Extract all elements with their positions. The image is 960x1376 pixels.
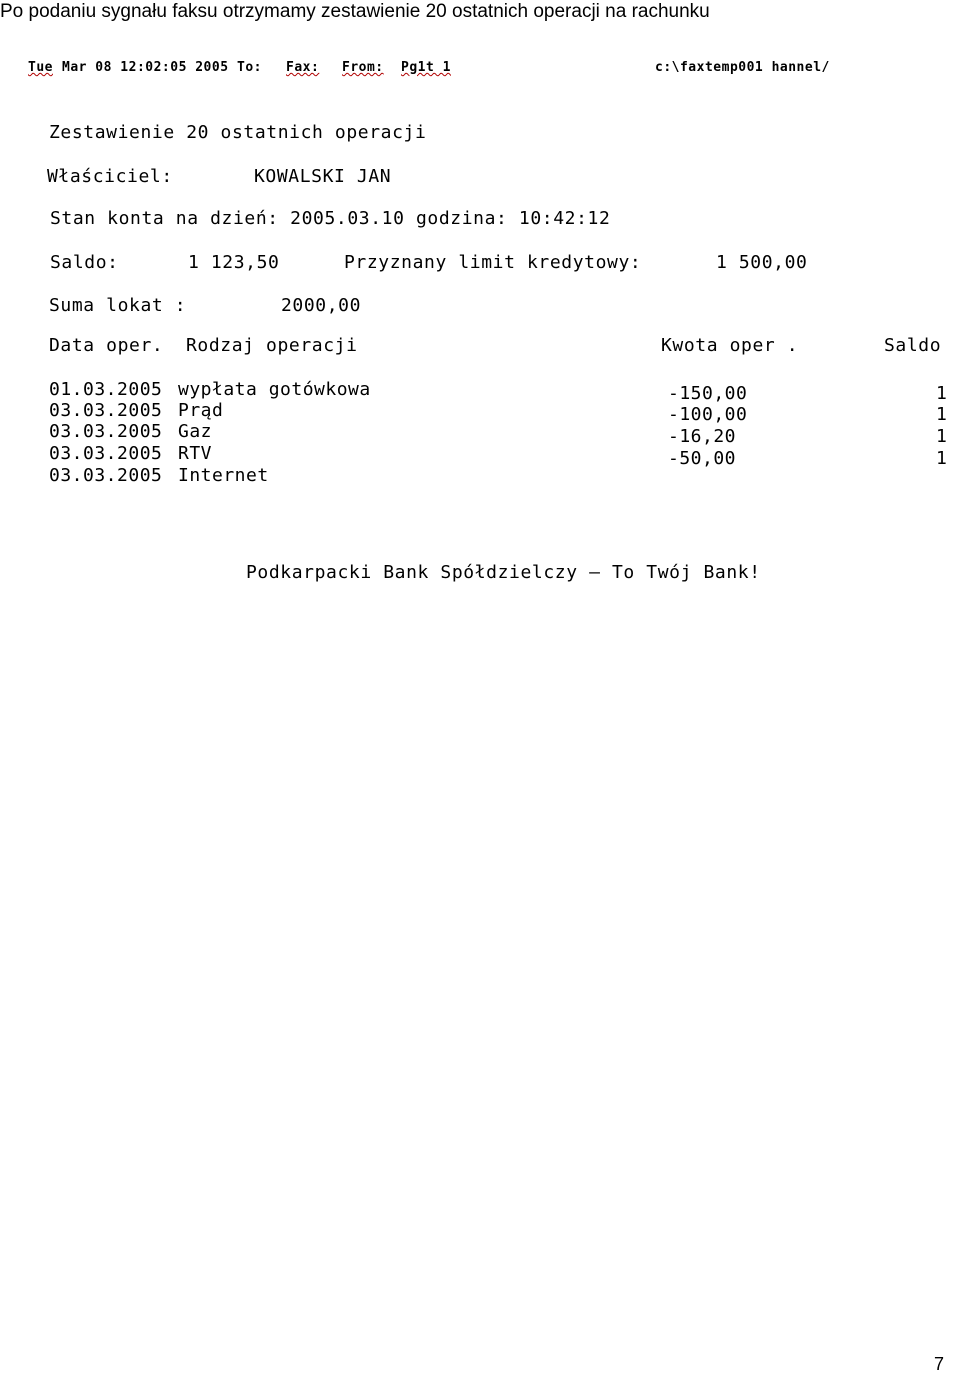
- txn-desc: Prąd: [178, 400, 224, 421]
- txn-amount: -150,00: [668, 383, 748, 404]
- txn-desc: Gaz: [178, 421, 213, 442]
- table-row: [0, 379, 960, 404]
- txn-balance: 1: [936, 404, 948, 425]
- txn-balance: 1: [936, 448, 948, 469]
- fax-header-page: Pg1t 1: [401, 60, 451, 75]
- table-row: [0, 465, 960, 487]
- fax-header-to: To:: [237, 60, 262, 75]
- page-number: 7: [933, 1354, 944, 1374]
- txn-date: 03.03.2005: [49, 443, 163, 464]
- txn-amount: -16,20: [668, 426, 737, 447]
- txn-date: 03.03.2005: [49, 400, 163, 421]
- txn-date: 03.03.2005: [49, 421, 163, 442]
- owner-value: KOWALSKI JAN: [254, 166, 392, 187]
- page-heading: Po podaniu sygnału faksu otrzymamy zestawienie 20 ostatnich operacji na rachunku: [0, 1, 710, 22]
- statement-title: Zestawienie 20 ostatnich operacji: [49, 122, 427, 143]
- credit-limit-value: 1 500,00: [716, 252, 808, 273]
- deposits-label: Suma lokat :: [49, 295, 187, 316]
- fax-header-datetime: Mar 08 12:02:05 2005: [62, 60, 229, 75]
- fax-header-path: c:\faxtemp001 hannel/: [655, 60, 830, 75]
- txn-desc: RTV: [178, 443, 213, 464]
- txn-amount: -50,00: [668, 448, 737, 469]
- balance-date-line: Stan konta na dzień: 2005.03.10 godzina: 10:42:12: [50, 208, 611, 229]
- table-row: [0, 443, 960, 469]
- bank-footer: Podkarpacki Bank Spółdzielczy — To Twój Bank!: [246, 562, 761, 583]
- deposits-value: 2000,00: [281, 295, 362, 316]
- fax-header-day: Tue: [28, 60, 53, 75]
- owner-label: Właściciel:: [47, 166, 173, 187]
- col-header-type: Rodzaj operacji: [186, 335, 358, 356]
- fax-header-from: From:: [342, 60, 384, 75]
- txn-balance: 1: [936, 426, 948, 447]
- fax-header-fax: Fax:: [286, 60, 320, 75]
- col-header-amount: Kwota oper .: [661, 335, 799, 356]
- txn-date: 03.03.2005: [49, 465, 163, 486]
- txn-date: 01.03.2005: [49, 379, 163, 400]
- credit-limit-label: Przyznany limit kredytowy:: [344, 252, 642, 273]
- saldo-label: Saldo:: [50, 252, 119, 273]
- saldo-value: 1 123,50: [188, 252, 280, 273]
- fax-image: [0, 0, 960, 620]
- txn-balance: 1: [936, 383, 948, 404]
- txn-desc: Internet: [178, 465, 269, 486]
- txn-amount: -100,00: [668, 404, 748, 425]
- col-header-balance: Saldo: [884, 335, 942, 356]
- table-row: [0, 421, 960, 447]
- txn-desc: wypłata gotówkowa: [178, 379, 371, 400]
- table-row: [0, 400, 960, 425]
- col-header-date: Data oper.: [49, 335, 164, 356]
